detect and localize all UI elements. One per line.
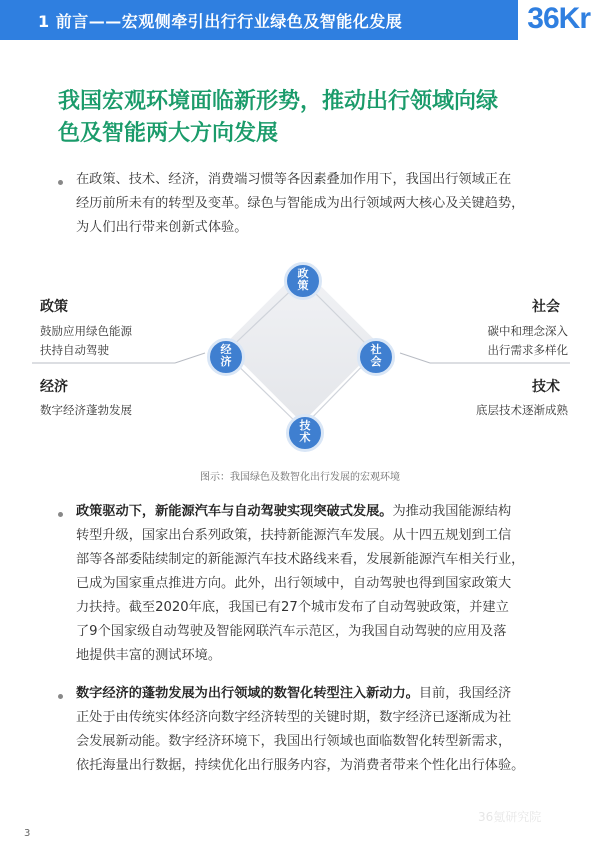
macro-environment-diagram bbox=[0, 250, 600, 490]
node-society: 社会 bbox=[357, 338, 395, 376]
right-bottom-text bbox=[476, 401, 568, 420]
policy-line-1 bbox=[76, 500, 556, 524]
node-technology: 技术 bbox=[286, 414, 324, 452]
right-top-heading: 社会 bbox=[532, 299, 560, 315]
policy-bold-lead: 政策驱动下，新能源汽车与自动驾驶实现突破式发展。 bbox=[76, 504, 393, 519]
digital-line-3: 会发展新动能。数字经济环境下，我国出行领域也面临数智化转型新需求， bbox=[76, 734, 512, 749]
right-top-line-1: 碳中和理念深入 bbox=[487, 324, 568, 338]
left-top-text bbox=[40, 322, 132, 360]
policy-line-4: 已成为国家重点推进方向。此外，出行领域中，自动驾驶也得到国家政策大 bbox=[76, 576, 512, 591]
node-policy: 政策 bbox=[284, 262, 322, 300]
page-number: 3 bbox=[24, 828, 31, 839]
page-title bbox=[58, 86, 558, 150]
left-bottom-line-1: 数字经济蓬勃发展 bbox=[40, 403, 132, 417]
right-top-line-2: 出行需求多样化 bbox=[487, 343, 568, 357]
intro-line-1: 在政策、技术、经济，消费端习惯等各因素叠加作用下，我国出行领域正在 bbox=[76, 172, 512, 187]
digital-line-1 bbox=[76, 682, 556, 706]
left-bottom-text bbox=[40, 401, 132, 420]
diagram-caption: 图示：我国绿色及数智化出行发展的宏观环境 bbox=[200, 472, 400, 483]
policy-line-6: 了9个国家级自动驾驶及智能网联汽车示范区，为我国自动驾驶的应用及落 bbox=[76, 624, 507, 639]
bullet-dot-icon bbox=[58, 512, 63, 517]
digital-economy-paragraph bbox=[76, 682, 556, 778]
policy-line-7: 地提供丰富的测试环境。 bbox=[76, 648, 222, 663]
digital-bold-lead: 数字经济的蓬勃发展为出行领域的数智化转型注入新动力。 bbox=[76, 686, 419, 701]
intro-line-2: 经历前所未有的转型及变革。绿色与智能成为出行领域两大核心及关键趋势， bbox=[76, 196, 525, 211]
right-bottom-line-1: 底层技术逐渐成熟 bbox=[476, 403, 568, 417]
node-economy: 经济 bbox=[207, 338, 245, 376]
page-title-line-2: 色及智能两大方向发展 bbox=[58, 121, 279, 146]
policy-line-3: 部等各部委陆续制定的新能源汽车技术路线来看，发展新能源汽车相关行业， bbox=[76, 552, 525, 567]
intro-paragraph bbox=[76, 168, 556, 240]
digital-line-2: 正处于由传统实体经济向数字经济转型的关键时期，数字经济已逐渐成为社 bbox=[76, 710, 512, 725]
header-bar bbox=[0, 0, 600, 40]
bullet-dot-icon bbox=[58, 694, 63, 699]
left-top-line-1: 鼓励应用绿色能源 bbox=[40, 324, 132, 338]
right-bottom-heading: 技术 bbox=[532, 379, 560, 395]
left-top-heading: 政策 bbox=[40, 299, 68, 315]
policy-paragraph bbox=[76, 500, 556, 668]
watermark: 36氪研究院 bbox=[478, 810, 542, 824]
digital-line-1-rest: 目前，我国经济 bbox=[418, 686, 512, 701]
left-top-line-2: 扶持自动驾驶 bbox=[40, 343, 109, 357]
right-top-text bbox=[488, 322, 569, 360]
logo-text: 36Kr bbox=[527, 2, 590, 35]
bullet-dot-icon bbox=[58, 180, 63, 185]
intro-line-3: 为人们出行带来创新式体验。 bbox=[76, 220, 248, 235]
left-bottom-heading: 经济 bbox=[40, 379, 68, 395]
policy-line-2: 转型升级，国家出台系列政策，扶持新能源汽车发展。从十四五规划到工信 bbox=[76, 528, 512, 543]
digital-line-4: 依托海量出行数据，持续优化出行服务内容，为消费者带来个性化出行体验。 bbox=[76, 758, 525, 773]
section-title: 1 前言——宏观侧牵引出行行业绿色及智能化发展 bbox=[38, 12, 403, 31]
policy-line-5: 力扶持。截至2020年底，我国已有27个城市发布了自动驾驶政策，并建立 bbox=[76, 600, 509, 615]
brand-logo bbox=[518, 0, 600, 48]
page-title-line-1: 我国宏观环境面临新形势，推动出行领域向绿 bbox=[58, 89, 499, 114]
policy-line-1-rest: 为推动我国能源结构 bbox=[392, 504, 512, 519]
